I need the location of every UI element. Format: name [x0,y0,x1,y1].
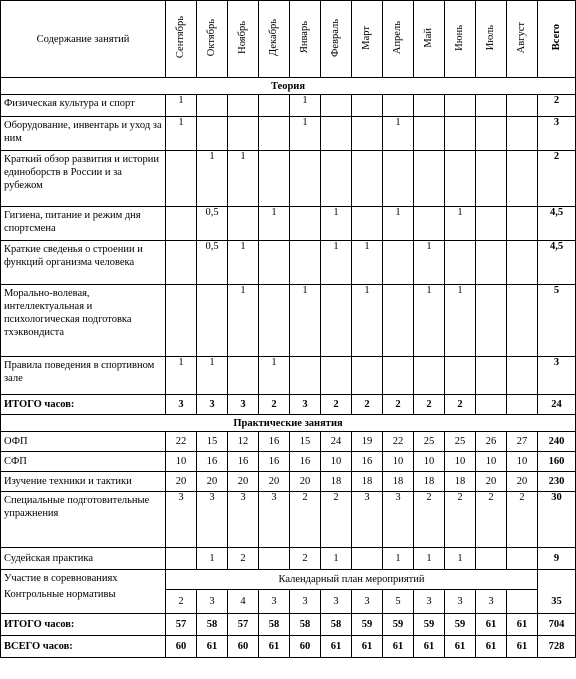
month-cell: 59 [383,614,414,636]
month-cell: 1 [290,117,321,151]
month-cell: 3 [197,492,228,548]
table-row [1,117,576,151]
competitions-row [1,570,576,590]
month-cell [507,117,538,151]
month-cell: 58 [197,614,228,636]
theory-section [1,78,576,415]
month-cell [259,151,290,207]
month-cell [352,151,383,207]
table-row [1,452,576,472]
month-cell [383,151,414,207]
month-cell: 2 [166,590,197,614]
month-cell: 10 [414,452,445,472]
month-cell [445,95,476,117]
row-label: Оборудование, инвентарь и уход за ним [1,117,166,151]
month-cell: 16 [259,432,290,452]
month-cell [507,357,538,395]
month-cell: 22 [166,432,197,452]
table-row [1,472,576,492]
month-cell [445,241,476,285]
month-cell: 16 [197,452,228,472]
practice-total-row [1,614,576,636]
month-cell [476,285,507,357]
month-cell [445,357,476,395]
month-header: Февраль [321,1,352,78]
month-cell [228,207,259,241]
month-cell [352,117,383,151]
row-label: ОФП [1,432,166,452]
month-cell: 1 [166,117,197,151]
month-cell: 10 [507,452,538,472]
row-label: Морально-волевая, интеллектуальная и психологическая подготовка тхэквондиста [1,285,166,357]
month-cell [507,548,538,570]
month-cell [507,241,538,285]
table-row [1,357,576,395]
theory-title: Теория [1,78,576,95]
month-cell: 3 [259,590,290,614]
month-cell: 60 [166,636,197,658]
month-cell: 1 [445,207,476,241]
month-cell: 3 [166,492,197,548]
month-cell [476,357,507,395]
month-cell [507,151,538,207]
month-cell: 1 [321,548,352,570]
month-cell: 61 [445,636,476,658]
month-cell: 24 [321,432,352,452]
month-cell: 1 [414,241,445,285]
row-label: ИТОГО часов: [1,395,166,415]
content-header: Содержание занятий [1,1,166,78]
month-header: Июнь [445,1,476,78]
month-cell: 4 [228,590,259,614]
month-cell: 1 [197,357,228,395]
month-cell: 3 [259,492,290,548]
practice-section [1,415,576,658]
month-cell [259,285,290,357]
competitions-label-line: Участие в соревнованиях [4,573,118,584]
month-cell: 1 [228,285,259,357]
row-label: Гигиена, питание и режим дня спортсмена [1,207,166,241]
month-cell: 3 [228,395,259,415]
total-cell: 9 [538,548,576,570]
month-cell [507,95,538,117]
month-cell: 10 [166,452,197,472]
month-cell: 2 [290,548,321,570]
month-cell: 10 [445,452,476,472]
month-cell: 12 [228,432,259,452]
month-cell: 3 [290,590,321,614]
month-cell [290,207,321,241]
month-cell: 1 [383,548,414,570]
month-cell: 0,5 [197,241,228,285]
month-cell [352,207,383,241]
month-cell [507,285,538,357]
month-cell: 1 [259,207,290,241]
month-cell [383,95,414,117]
month-cell: 25 [445,432,476,452]
month-cell [476,117,507,151]
total-cell: 728 [538,636,576,658]
month-cell: 10 [321,452,352,472]
month-cell [414,151,445,207]
month-cell [259,95,290,117]
row-label: СФП [1,452,166,472]
grand-total-row [1,636,576,658]
month-cell [383,285,414,357]
month-cell: 20 [290,472,321,492]
month-cell: 1 [166,357,197,395]
month-header: Декабрь [259,1,290,78]
month-cell: 60 [290,636,321,658]
month-cell [414,207,445,241]
month-cell [321,95,352,117]
month-header: Июль [476,1,507,78]
month-cell: 60 [228,636,259,658]
month-cell: 15 [290,432,321,452]
empty-cell [538,570,576,590]
month-cell: 61 [352,636,383,658]
month-cell [228,117,259,151]
month-header: Август [507,1,538,78]
month-cell: 27 [507,432,538,452]
month-cell [228,95,259,117]
month-cell [476,241,507,285]
month-cell [321,357,352,395]
month-cell [476,207,507,241]
month-cell: 58 [321,614,352,636]
month-cell: 1 [197,151,228,207]
month-cell [197,117,228,151]
month-cell: 57 [228,614,259,636]
month-cell: 61 [259,636,290,658]
month-cell: 3 [476,590,507,614]
month-cell [290,357,321,395]
table-row [1,207,576,241]
month-cell: 18 [321,472,352,492]
month-cell [259,548,290,570]
total-cell: 2 [538,95,576,117]
month-cell [290,151,321,207]
month-cell: 3 [197,590,228,614]
month-cell: 18 [445,472,476,492]
row-label: Краткий обзор развития и истории единоборств в России и за рубежом [1,151,166,207]
total-cell: 240 [538,432,576,452]
total-cell: 30 [538,492,576,548]
month-cell [321,285,352,357]
month-cell: 2 [352,395,383,415]
table-row [1,492,576,548]
month-cell [507,395,538,415]
month-cell: 16 [259,452,290,472]
month-cell: 2 [445,492,476,548]
month-cell: 58 [259,614,290,636]
month-cell: 3 [228,492,259,548]
month-cell: 61 [383,636,414,658]
month-header: Май [414,1,445,78]
month-cell [166,207,197,241]
month-cell: 2 [383,395,414,415]
month-cell: 25 [414,432,445,452]
month-cell: 61 [476,614,507,636]
month-cell: 3 [445,590,476,614]
month-cell: 1 [166,95,197,117]
total-cell: 3 [538,117,576,151]
month-cell [445,117,476,151]
month-cell: 20 [476,472,507,492]
total-cell: 230 [538,472,576,492]
month-cell: 2 [321,492,352,548]
month-cell: 2 [290,492,321,548]
month-cell: 3 [197,395,228,415]
month-header: Сентябрь [166,1,197,78]
month-cell: 10 [476,452,507,472]
month-cell: 1 [445,285,476,357]
month-cell [414,117,445,151]
month-cell [414,357,445,395]
month-cell [352,95,383,117]
total-cell: 2 [538,151,576,207]
month-cell [290,241,321,285]
total-header: Всего [538,1,576,78]
month-cell: 61 [507,636,538,658]
control-norms-label-line: Контрольные нормативы [4,589,116,600]
month-cell: 2 [414,395,445,415]
table-row [1,151,576,207]
month-cell [166,241,197,285]
total-cell: 4,5 [538,241,576,285]
month-cell: 1 [197,548,228,570]
row-label: Правила поведения в спортивном зале [1,357,166,395]
month-cell: 61 [197,636,228,658]
month-cell: 3 [352,492,383,548]
month-cell: 18 [352,472,383,492]
month-cell: 19 [352,432,383,452]
month-cell [259,241,290,285]
month-cell: 0,5 [197,207,228,241]
month-cell: 2 [507,492,538,548]
month-cell: 2 [321,395,352,415]
total-cell: 35 [538,590,576,614]
month-cell: 22 [383,432,414,452]
competitions-label [1,570,166,614]
row-label: Краткие сведенья о строении и функций организма человека [1,241,166,285]
month-cell [228,357,259,395]
month-cell: 26 [476,432,507,452]
month-cell: 1 [321,241,352,285]
month-cell: 1 [445,548,476,570]
month-cell: 57 [166,614,197,636]
table-row [1,432,576,452]
month-cell [476,151,507,207]
month-cell [507,590,538,614]
month-cell: 59 [352,614,383,636]
event-plan-header: Календарный план мероприятий [166,570,538,590]
month-cell [476,548,507,570]
month-cell [197,285,228,357]
month-cell: 3 [414,590,445,614]
month-cell [259,117,290,151]
month-cell: 59 [445,614,476,636]
month-cell: 1 [414,548,445,570]
month-cell: 58 [290,614,321,636]
month-cell: 1 [383,207,414,241]
month-cell: 2 [259,395,290,415]
month-cell: 1 [414,285,445,357]
month-cell [166,285,197,357]
theory-total-row [1,395,576,415]
table-row [1,241,576,285]
table-row [1,548,576,570]
month-cell: 2 [414,492,445,548]
month-cell: 3 [352,590,383,614]
practice-title: Практические занятия [1,415,576,432]
row-label: ИТОГО часов: [1,614,166,636]
row-label: Изучение техники и тактики [1,472,166,492]
month-cell [383,241,414,285]
month-cell: 16 [352,452,383,472]
month-header: Январь [290,1,321,78]
month-cell: 20 [507,472,538,492]
month-cell: 61 [507,614,538,636]
month-cell [476,95,507,117]
month-cell [476,395,507,415]
month-cell: 20 [197,472,228,492]
month-cell [166,548,197,570]
month-cell: 1 [290,285,321,357]
month-cell: 1 [352,241,383,285]
total-cell: 24 [538,395,576,415]
month-cell: 61 [321,636,352,658]
month-cell [321,151,352,207]
table-row [1,285,576,357]
month-cell: 5 [383,590,414,614]
month-cell: 2 [228,548,259,570]
header-row [1,1,576,78]
month-cell: 1 [352,285,383,357]
month-cell: 3 [290,395,321,415]
month-cell [197,95,228,117]
month-cell: 16 [228,452,259,472]
month-cell: 1 [383,117,414,151]
month-cell: 2 [445,395,476,415]
month-cell: 20 [259,472,290,492]
row-label: Физическая культура и спорт [1,95,166,117]
row-label: Судейская практика [1,548,166,570]
month-cell [166,151,197,207]
month-cell: 59 [414,614,445,636]
month-cell [507,207,538,241]
table-row [1,95,576,117]
month-cell: 10 [383,452,414,472]
month-cell [383,357,414,395]
month-header: Октябрь [197,1,228,78]
month-cell: 1 [259,357,290,395]
month-cell: 2 [476,492,507,548]
month-cell: 18 [383,472,414,492]
total-cell: 3 [538,357,576,395]
month-cell: 3 [321,590,352,614]
month-header: Март [352,1,383,78]
total-cell: 160 [538,452,576,472]
total-cell: 5 [538,285,576,357]
month-cell: 3 [383,492,414,548]
month-cell [321,117,352,151]
month-header: Апрель [383,1,414,78]
month-cell [352,357,383,395]
month-cell: 1 [228,151,259,207]
month-cell: 1 [228,241,259,285]
month-cell: 1 [290,95,321,117]
month-cell [445,151,476,207]
month-cell: 61 [476,636,507,658]
month-cell: 61 [414,636,445,658]
month-cell [352,548,383,570]
total-cell: 704 [538,614,576,636]
row-label: ВСЕГО часов: [1,636,166,658]
month-cell: 20 [228,472,259,492]
row-label: Специальные подготовительные упражнения [1,492,166,548]
month-cell: 18 [414,472,445,492]
month-cell: 16 [290,452,321,472]
month-cell: 1 [321,207,352,241]
month-cell: 15 [197,432,228,452]
month-cell [414,95,445,117]
month-cell: 3 [166,395,197,415]
month-header: Ноябрь [228,1,259,78]
total-cell: 4,5 [538,207,576,241]
month-cell: 20 [166,472,197,492]
